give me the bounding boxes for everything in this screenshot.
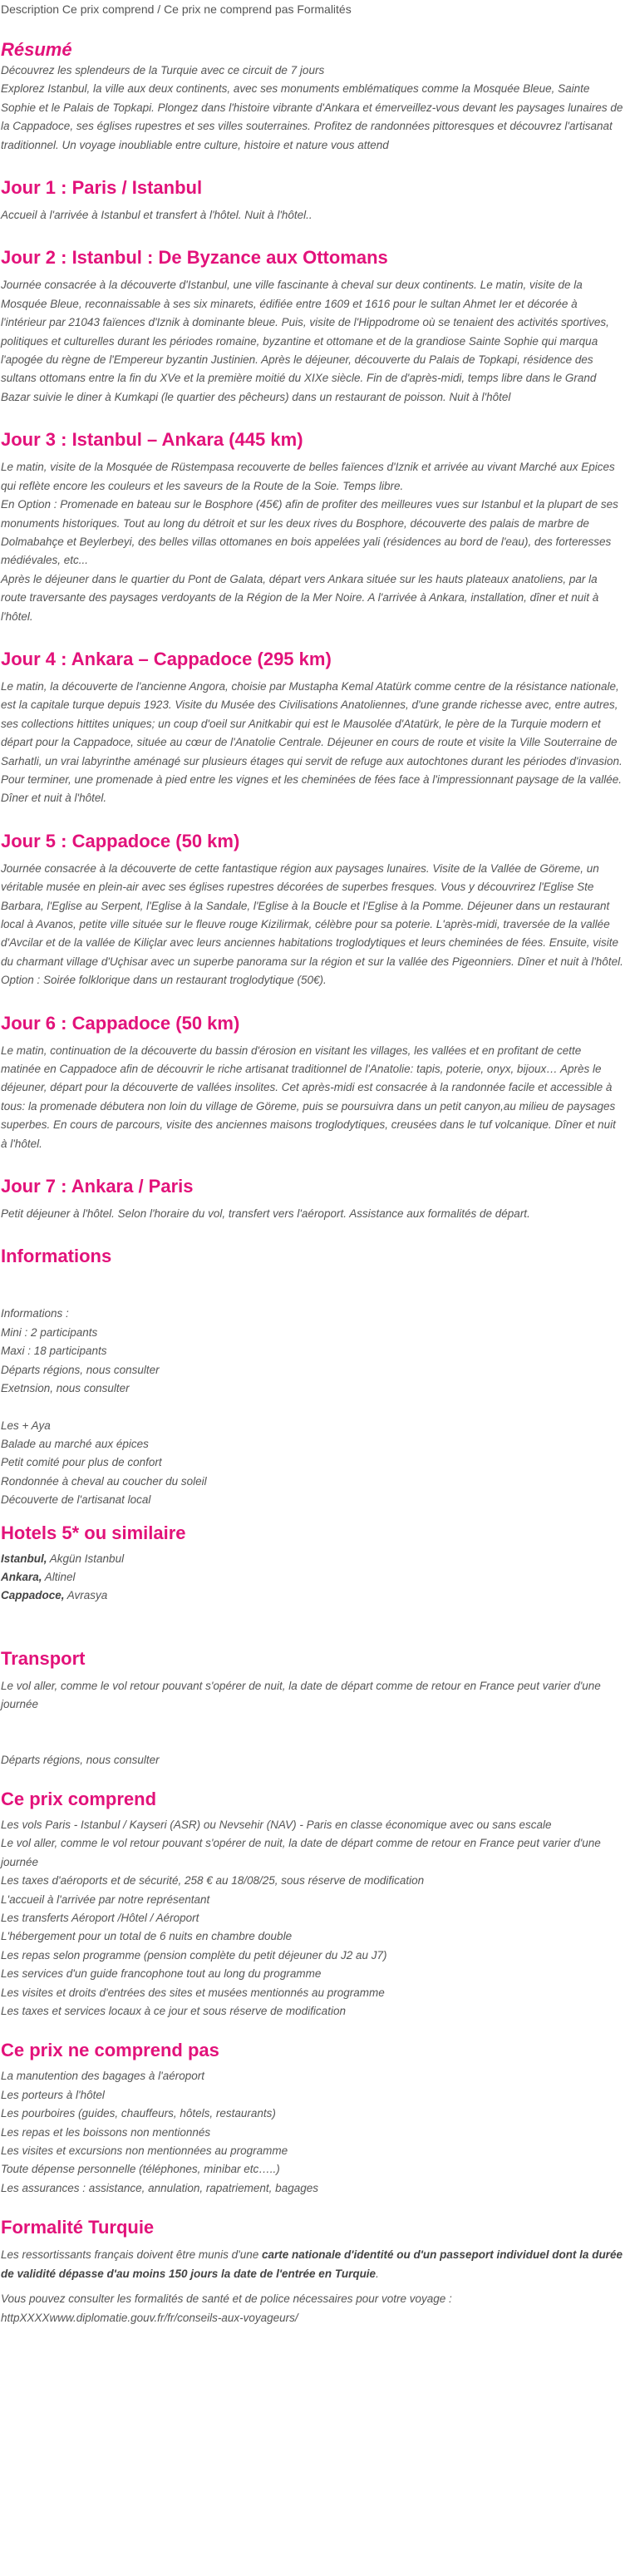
price-includes-item: L'accueil à l'arrivée par notre représentant xyxy=(1,1893,210,1906)
hotel-name: Avrasya xyxy=(64,1589,108,1602)
price-includes-title: Ce prix comprend xyxy=(1,1788,157,1809)
day-3-option-text: En Option : Promenade en bateau sur le Bosphore (45€) afin de profiter des meilleures vues sur Istanbul et la plupart de ses monuments historiques. Tout au long du détroit et sur les deux rives du Bosphore, découverte des palais de marbre de Dolmabahçe et Beylerbeyi, des belles villas ottomanes en bois appelées yali (résidences au bord de l'eau), des forteresses médiévales, etc... xyxy=(1,498,618,567)
hotel-name: Altinel xyxy=(42,1570,76,1583)
day-5-title: Jour 5 : Cappadoce (50 km) xyxy=(1,830,240,851)
formalities-section xyxy=(1,2216,624,2327)
informations-section xyxy=(1,1245,624,1509)
informations-title: Informations xyxy=(1,1246,112,1267)
hotel-item xyxy=(1,1568,624,1587)
transport-text: Le vol aller, comme le vol retour pouvant s'opérer de nuit, la date de départ comme de retour en France peut varier d'une journée xyxy=(1,1679,601,1711)
aya-plus-line: Balade au marché aux épices xyxy=(1,1437,149,1450)
price-includes-section xyxy=(1,1788,624,2021)
price-excludes-item: Les pourboires (guides, chauffeurs, hôtels, restaurants) xyxy=(1,2107,276,2120)
day-5-option-text: Option : Soirée folklorique dans un restaurant troglodytique (50€). xyxy=(1,974,327,987)
day-3-afternoon-text: Après le déjeuner dans le quartier du Pont de Galata, départ vers Ankara située sur les hauts plateaux anatoliens, par la route traversante des paysages verdoyants de la Région de la Mer Noire. A l'arrivée à Ankara, installation, dîner et nuit à l'hôtel. xyxy=(1,572,599,623)
day-2-title: Jour 2 : Istanbul : De Byzance aux Ottomans xyxy=(1,247,388,269)
formalities-requirement: carte nationale d'identité ou d'un passeport individuel dont la durée de validité dépasse d'au moins 150 jours la date de l'entrée en Turquie xyxy=(1,2248,623,2280)
aya-plus-line: Découverte de l'artisanat local xyxy=(1,1493,151,1507)
transport-regions-text: Départs régions, nous consulter xyxy=(1,1753,160,1766)
day-6-title: Jour 6 : Cappadoce (50 km) xyxy=(1,1012,240,1034)
hotel-city: Ankara, xyxy=(1,1570,42,1583)
price-includes-item: Les taxes d'aéroports et de sécurité, 258 € au 18/08/25, sous réserve de modification xyxy=(1,1874,425,1888)
transport-section xyxy=(1,1647,624,1769)
day-5-text: Journée consacrée à la découverte de cette fantastique région aux paysages lunaires. Visite de la Vallée de Göreme, un véritable musée en plein-air avec ses églises rupestres décorées de superbes fresques. Vous y découvrirez l'Eglise Ste Barbara, l'Eglise au Serpent, l'Eglise à la Sandale, l'Eglise à la Boucle et l'Eglise à la Pomme. Déjeuner dans un restaurant local à Avanos, petite ville située sur le fleuve rouge Kizilirmak, célèbre pour sa poterie. L'après-midi, traversée de la vallée d'Avcilar et de la vallée de Kiliçlar avec leurs anciennes habitations troglodytiques et leurs cheminées de fées. Ensuite, visite du charmant village d'Uçhisar avec un superbe panorama sur la région et sur la vallée des Pigeonniers. Dîner et nuit à l'hôtel. xyxy=(1,861,623,968)
price-includes-item: Les taxes et services locaux à ce jour et sous réserve de modification xyxy=(1,2005,346,2018)
day-1-title: Jour 1 : Paris / Istanbul xyxy=(1,177,203,199)
hotel-city: Istanbul, xyxy=(1,1552,47,1565)
info-line: Mini : 2 participants xyxy=(1,1325,98,1339)
price-includes-item: Les services d'un guide francophone tout au long du programme xyxy=(1,1967,322,1981)
day-3-title: Jour 3 : Istanbul – Ankara (445 km) xyxy=(1,429,303,451)
formalities-text xyxy=(1,2246,624,2283)
formalities-consult-text: Vous pouvez consulter les formalités de santé et de police nécessaires pour votre voyage : xyxy=(1,2292,452,2306)
day-4-text: Le matin, la découverte de l'ancienne Angora, choisie par Mustapha Kemal Atatürk comme centre de la résistance nationale, est la capitale turque depuis 1923. Visite du Musée des Civilisations Anatoliennes, d'une grande richesse avec, entre autres, ses collections hittites uniques; un coup d'oeil sur Anitkabir qui est le Mausolée d'Atatürk, le père de la Turquie modern et départ pour la Cappadoce, située au cœur de l'Anatolie Centrale. Déjeuner en cours de route et visite la Ville Souterraine de Sarhatli, un vrai labyrinthe aménagé sur plusieurs étages qui servit de refuge aux autochtones durant les périodes d'invasion. Pour terminer, une promenade à pied entre les vignes et les cheminées de fées face à l'impressionnant paysage de la vallée. Dîner et nuit à l'hôtel. xyxy=(1,679,623,805)
tab-bar[interactable]: Description Ce prix comprend / Ce prix ne comprend pas Formalités xyxy=(1,2,352,16)
day-4-title: Jour 4 : Ankara – Cappadoce (295 km) xyxy=(1,648,332,669)
resume-section xyxy=(1,38,624,155)
resume-line: Découvrez les splendeurs de la Turquie avec ce circuit de 7 jours xyxy=(1,64,325,76)
day-4-section xyxy=(1,648,624,808)
price-excludes-item: Les visites et excursions non mentionnées au programme xyxy=(1,2144,288,2158)
transport-title: Transport xyxy=(1,1647,86,1669)
price-excludes-item: Toute dépense personnelle (téléphones, minibar etc…..) xyxy=(1,2163,280,2176)
day-6-section xyxy=(1,1012,624,1153)
info-line: Exetnsion, nous consulter xyxy=(1,1382,130,1395)
formalities-text-start: Les ressortissants français doivent être munis d'une xyxy=(1,2248,262,2262)
price-excludes-item: Les repas et les boissons non mentionnés xyxy=(1,2125,211,2139)
price-includes-item: Les visites et droits d'entrées des sites et musées mentionnés au programme xyxy=(1,1986,385,1999)
diplomatie-link[interactable]: httpXXXXwww.diplomatie.gouv.fr/fr/conseils-aux-voyageurs/ xyxy=(1,2311,298,2324)
aya-plus-line: Petit comité pour plus de confort xyxy=(1,1456,162,1469)
day-3-text: Le matin, visite de la Mosquée de Rüstempasa recouverte de belles faïences d'Iznik et arrivée au vivant Marché aux Epices qui reflète encore les couleurs et les saveurs de la Route de la Soie. Temps libre. xyxy=(1,461,615,492)
hotel-item xyxy=(1,1550,624,1568)
price-excludes-section xyxy=(1,2039,624,2198)
hotel-item xyxy=(1,1587,624,1605)
day-1-text: Accueil à l'arrivée à Istanbul et transfert à l'hôtel. Nuit à l'hôtel.. xyxy=(1,209,313,222)
day-6-text: Le matin, continuation de la découverte du bassin d'érosion en visitant les villages, les vallées et en profitant de cette matinée en Cappadoce afin de découvrir le riche artisanat traditionnel de l'Anatolie: tapis, poterie, onyx, bijoux… Après le déjeuner, départ pour la découverte de vallées insolites. Cet après-midi est consacrée à la randonnée facile et accessible à tous: la promenade débutera non loin du village de Göreme, puis se poursuivra dans un petit canyon,au milieu de paysages superbes. En cours de parcours, visite des anciennes maisons troglodytiques, creusées dans le tuf volcanique. Dîner et nuit à l'hôtel. xyxy=(1,1044,616,1150)
price-excludes-item: La manutention des bagages à l'aéroport xyxy=(1,2070,205,2083)
hotel-city: Cappadoce, xyxy=(1,1589,65,1602)
hotels-section xyxy=(1,1522,624,1606)
day-7-section xyxy=(1,1175,624,1223)
aya-plus-line: Rondonnée à cheval au coucher du soleil xyxy=(1,1474,207,1488)
day-3-section xyxy=(1,428,624,626)
formalities-text-end: . xyxy=(376,2267,379,2280)
day-2-section xyxy=(1,246,624,407)
day-5-section xyxy=(1,830,624,990)
info-line: Départs régions, nous consulter xyxy=(1,1363,160,1376)
price-includes-item: Les repas selon programme (pension complète du petit déjeuner du J2 au J7) xyxy=(1,1948,387,1962)
info-line: Maxi : 18 participants xyxy=(1,1345,107,1358)
hotel-name: Akgün Istanbul xyxy=(47,1552,125,1565)
price-excludes-item: Les porteurs à l'hôtel xyxy=(1,2088,105,2101)
price-includes-item: Les transferts Aéroport /Hôtel / Aéroport xyxy=(1,1912,199,1924)
formalities-title: Formalité Turquie xyxy=(1,2217,155,2238)
hotels-title: Hotels 5* ou similaire xyxy=(1,1522,186,1543)
spacer xyxy=(1,1399,624,1417)
price-includes-item: L'hébergement pour un total de 6 nuits en chambre double xyxy=(1,1930,293,1943)
price-includes-item: Le vol aller, comme le vol retour pouvant s'opérer de nuit, la date de départ comme de retour en France peut varier d'une journée xyxy=(1,1837,601,1868)
info-line: Informations : xyxy=(1,1307,69,1320)
price-excludes-item: Les assurances : assistance, annulation, rapatriement, bagages xyxy=(1,2181,318,2194)
day-7-text: Petit déjeuner à l'hôtel. Selon l'horaire du vol, transfert vers l'aéroport. Assistance aux formalités de départ. xyxy=(1,1207,530,1221)
day-2-text: Journée consacrée à la découverte d'Istanbul, une ville fascinante à cheval sur deux continents. Le matin, visite de la Mosquée Bleue, reconnaissable à ses six minarets, édifiée entre 1609 et 1616 pour le sultan Ahmet Ier et décorée à l'intérieur par 21043 faïences d'Iznik à dominante bleue. Puis, visite de l'Hippodrome où se tenaient des activités sportives, politiques et culturelles durant les périodes romaine, byzantine et ottomane et de la grandiose Sainte Sophie qui marqua l'apogée du règne de l'Empereur byzantin Justinien. Après le déjeuner, découverte du Palais de Topkapi, résidence des sultans ottomans entre la fin du XVe et la première moitié du XIXe siècle. Fin de d'après-midi, temps libre dans le Grand Bazar suivie le diner à Kumkapi (le quartier des pêcheurs) dans un restaurant de poisson. Nuit à l'hôtel xyxy=(1,279,609,403)
resume-title: Résumé xyxy=(1,39,72,60)
day-1-section xyxy=(1,176,624,225)
aya-plus-line: Les + Aya xyxy=(1,1419,51,1432)
price-excludes-title: Ce prix ne comprend pas xyxy=(1,2040,219,2061)
resume-paragraph: Explorez Istanbul, la ville aux deux continents, avec ses monuments emblématiques comme la Mosquée Bleue, Sainte Sophie et le Palais de Topkapi. Plongez dans l'histoire vibrante d'Ankara et émerveillez-vous devant les paysages lunaires de la Cappadoce, ses églises rupestres et ses villes souterraines. Profitez de randonnées pittoresques et découvrez l'artisanat traditionnel. Un voyage inoubliable entre culture, histoire et nature vous attend xyxy=(1,82,623,151)
day-7-title: Jour 7 : Ankara / Paris xyxy=(1,1176,194,1197)
price-includes-item: Les vols Paris - Istanbul / Kayseri (ASR) ou Nevsehir (NAV) - Paris en classe économique avec ou sans escale xyxy=(1,1818,552,1831)
